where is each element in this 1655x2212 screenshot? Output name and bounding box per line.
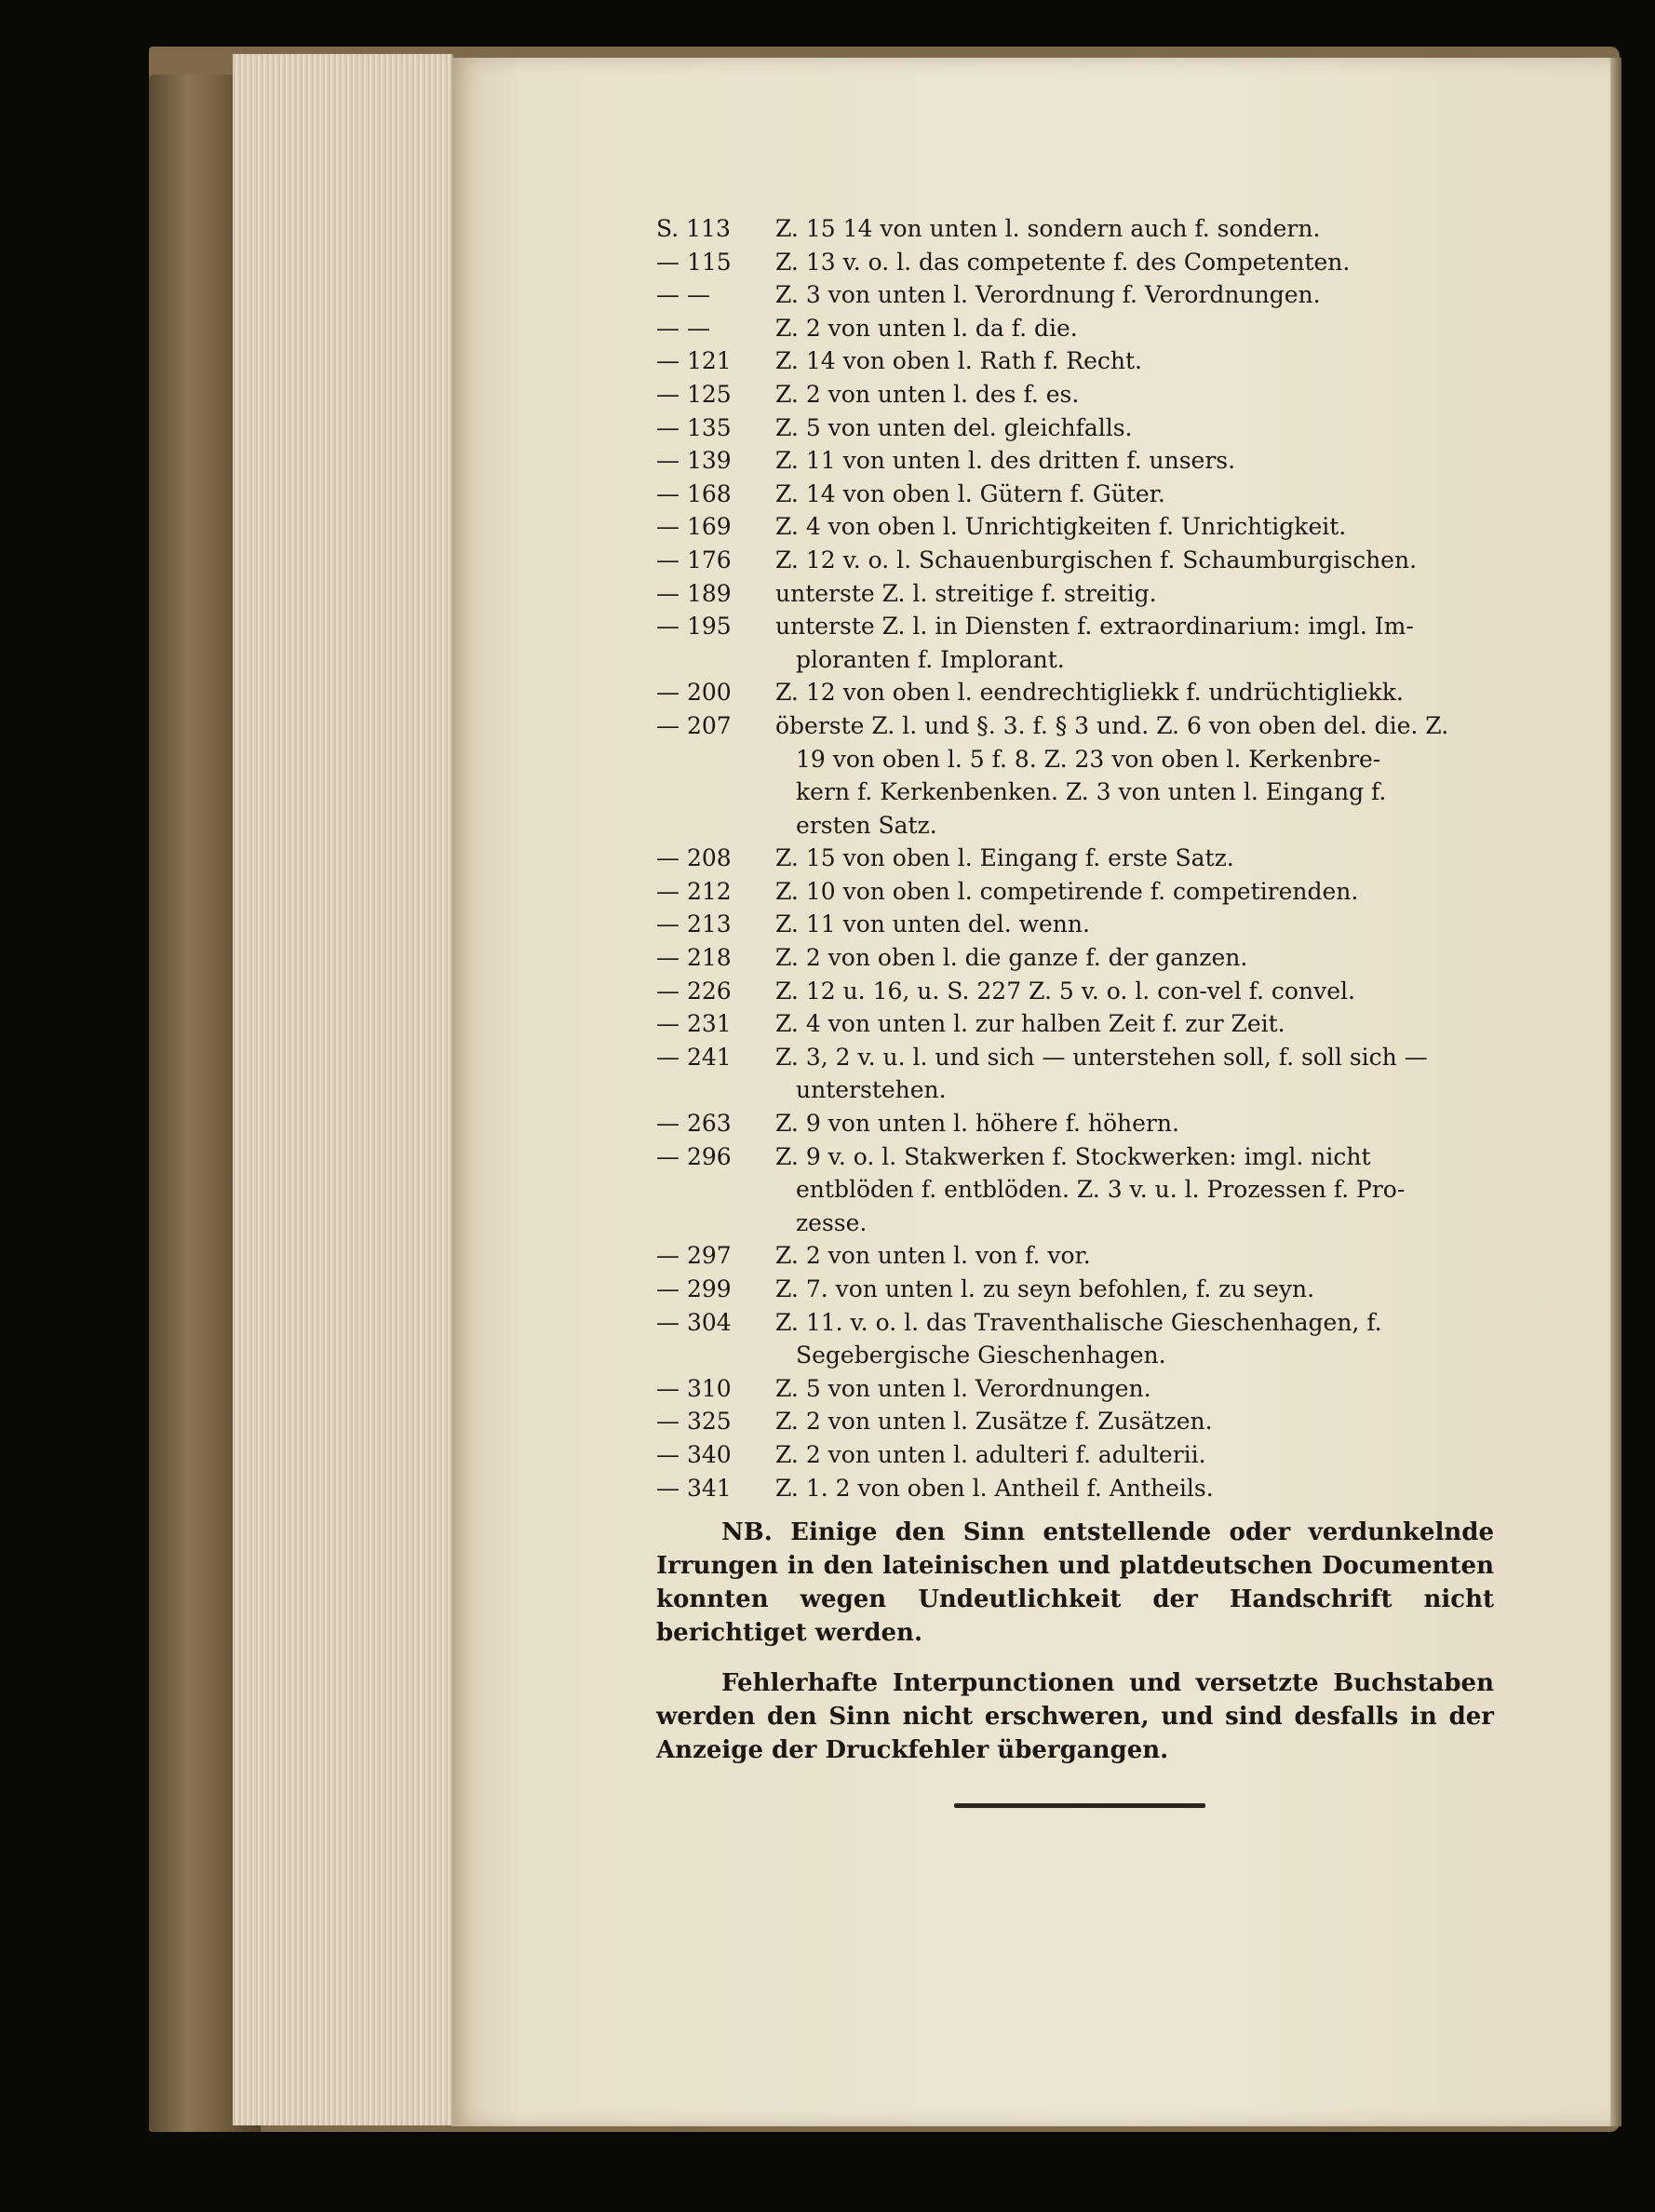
errata-row [656,676,1494,709]
errata-page-ref: — 297 [656,1242,732,1270]
errata-correction: Z. 2 von unten l. von f. vor. [775,1242,1091,1270]
errata-page-ref: — 169 [656,513,732,541]
errata-correction: entblöden f. entblöden. Z. 3 v. u. l. Prozessen f. Pro- [796,1176,1406,1204]
errata-correction: Z. 9 von unten l. höhere f. höhern. [775,1110,1179,1138]
errata-correction: Segebergische Gieschenhagen. [796,1342,1166,1369]
errata-correction: Z. 15 14 von unten l. sondern auch f. sondern. [775,215,1321,242]
errata-correction: Z. 15 von oben l. Eingang f. erste Satz. [775,844,1234,872]
errata-row [656,510,1494,544]
errata-page-ref: — 341 [656,1474,732,1502]
errata-page-ref: — 299 [656,1275,732,1302]
errata-row [656,1239,1494,1273]
nb-note: NB. Einige den Sinn entstellende oder verdunkelnde Irrungen in den lateinischen und platdeutschen Documenten konnten wegen Undeutlichkeit der Handschrift nicht berichtiget werden. [656,1518,1494,1647]
errata-correction: unterste Z. l. streitige f. streitig. [775,579,1157,607]
second-note: Fehlerhafte Interpunctionen und versetzte Buchstaben werden den Sinn nicht erschweren, und sind desfalls in der Anzeige der Druckfehler übergangen. [656,1669,1494,1764]
errata-row [656,278,1494,312]
errata-correction: Z. 2 von unten l. Zusätze f. Zusätzen. [775,1408,1213,1436]
errata-row-continuation [656,643,1494,677]
errata-page-ref: — 189 [656,579,732,607]
errata-correction: Z. 12 u. 16, u. S. 227 Z. 5 v. o. l. con-vel f. convel. [775,977,1355,1005]
errata-correction: Z. 11 von unten del. wenn. [775,910,1090,938]
errata-page-ref: — 115 [656,248,732,276]
errata-page-ref: — 195 [656,613,732,641]
errata-row [656,875,1494,909]
errata-page-ref: — 125 [656,380,732,408]
errata-row [656,1107,1494,1140]
errata-correction: Z. 4 von unten l. zur halben Zeit f. zur Zeit. [775,1010,1285,1038]
errata-correction: Z. 3, 2 v. u. l. und sich — unterstehen soll, f. soll sich — [775,1043,1428,1071]
errata-correction: ersten Satz. [796,811,937,839]
errata-page-ref: — 207 [656,711,732,739]
errata-row [656,1438,1494,1472]
errata-row [656,941,1494,975]
errata-correction: Z. 7. von unten l. zu seyn befohlen, f. zu seyn. [775,1275,1315,1302]
errata-correction: Z. 10 von oben l. competirende f. competirenden. [775,877,1359,905]
errata-row [656,1306,1494,1340]
errata-correction: öberste Z. l. und §. 3. f. § 3 und. Z. 6 von oben del. die. Z. [775,711,1449,739]
errata-page-ref: — 139 [656,447,732,475]
errata-correction: Z. 3 von unten l. Verordnung f. Verordnungen. [775,281,1321,309]
errata-page-ref: — 135 [656,413,732,441]
errata-correction: ploranten f. Implorant. [796,645,1065,673]
errata-page-ref: — 226 [656,977,732,1005]
errata-correction: Z. 2 von unten l. des f. es. [775,380,1080,408]
errata-row [656,1405,1494,1438]
errata-row-continuation [656,1207,1494,1240]
errata-correction: Z. 12 v. o. l. Schauenburgischen f. Schaumburgischen. [775,546,1418,573]
errata-row [656,378,1494,411]
errata-row-continuation [656,1339,1494,1372]
errata-correction: kern f. Kerkenbenken. Z. 3 von unten l. Eingang f. [796,778,1387,806]
errata-correction: Z. 1. 2 von oben l. Antheil f. Antheils. [775,1474,1214,1502]
errata-page-ref: — 304 [656,1308,732,1336]
errata-page-ref: — 340 [656,1440,732,1468]
errata-correction: zesse. [796,1208,868,1236]
errata-correction: Z. 12 von oben l. eendrechtigliekk f. undrüchtigliekk. [775,679,1404,707]
errata-correction: 19 von oben l. 5 f. 8. Z. 23 von oben l. Kerkenbre- [796,745,1381,773]
errata-row [656,709,1494,743]
errata-page-ref: — 263 [656,1110,732,1138]
errata-correction: unterste Z. l. in Diensten f. extraordinarium: imgl. Im- [775,613,1414,641]
errata-page-ref: — 241 [656,1043,732,1071]
errata-row [656,1472,1494,1505]
errata-row [656,1007,1494,1041]
errata-page-ref: — 213 [656,910,732,938]
errata-row [656,544,1494,577]
errata-row [656,344,1494,378]
errata-page-ref: — 231 [656,1010,732,1038]
errata-row-continuation [656,1073,1494,1107]
errata-page-ref: — — [656,281,710,309]
errata-correction: Z. 11. v. o. l. das Traventhalische Gieschenhagen, f. [775,1308,1382,1336]
errata-row [656,212,1494,246]
errata-correction: Z. 2 von unten l. adulteri f. adulterii. [775,1440,1206,1468]
errata-row-continuation [656,1173,1494,1207]
errata-correction: Z. 5 von unten l. Verordnungen. [775,1374,1151,1402]
errata-page-ref: — 121 [656,347,732,375]
errata-correction: Z. 2 von unten l. da f. die. [775,314,1078,342]
errata-page-ref: — 310 [656,1374,732,1402]
errata-correction: Z. 4 von oben l. Unrichtigkeiten f. Unrichtigkeit. [775,513,1347,541]
errata-row [656,842,1494,875]
errata-correction: Z. 5 von unten del. gleichfalls. [775,413,1133,441]
errata-page-ref: — 208 [656,844,732,872]
errata-page-ref: — 325 [656,1408,732,1436]
errata-row [656,577,1494,611]
page-edges [233,54,453,2125]
errata-row-continuation [656,743,1494,776]
errata-row [656,312,1494,345]
errata-page-ref: — 296 [656,1142,732,1170]
errata-page-ref: — — [656,314,710,342]
errata-page-ref: — 218 [656,944,732,972]
errata-correction: Z. 11 von unten l. des dritten f. unsers. [775,447,1236,475]
errata-row [656,444,1494,478]
errata-page-ref: — 200 [656,679,732,707]
errata-row [656,1273,1494,1306]
errata-page-ref: S. 113 [656,215,731,242]
closing-rule [954,1803,1205,1808]
errata-row-continuation [656,809,1494,843]
errata-row [656,1140,1494,1174]
errata-page-ref: — 176 [656,546,732,573]
errata-row [656,1041,1494,1074]
errata-row-continuation [656,776,1494,809]
errata-row [656,610,1494,643]
gutter-shadow [1610,58,1621,2126]
errata-row [656,478,1494,511]
errata-page-ref: — 212 [656,877,732,905]
errata-correction: Z. 14 von oben l. Rath f. Recht. [775,347,1142,375]
errata-correction: Z. 14 von oben l. Gütern f. Güter. [775,479,1165,507]
errata-page-ref: — 168 [656,479,732,507]
errata-list [656,212,1494,1504]
errata-row [656,411,1494,445]
errata-correction: Z. 9 v. o. l. Stakwerken f. Stockwerken: imgl. nicht [775,1142,1371,1170]
errata-correction: unterstehen. [796,1076,947,1104]
errata-row [656,246,1494,279]
errata-row [656,1372,1494,1406]
errata-row [656,908,1494,941]
errata-correction: Z. 2 von oben l. die ganze f. der ganzen. [775,944,1248,972]
errata-row [656,975,1494,1008]
errata-correction: Z. 13 v. o. l. das competente f. des Competenten. [775,248,1351,276]
